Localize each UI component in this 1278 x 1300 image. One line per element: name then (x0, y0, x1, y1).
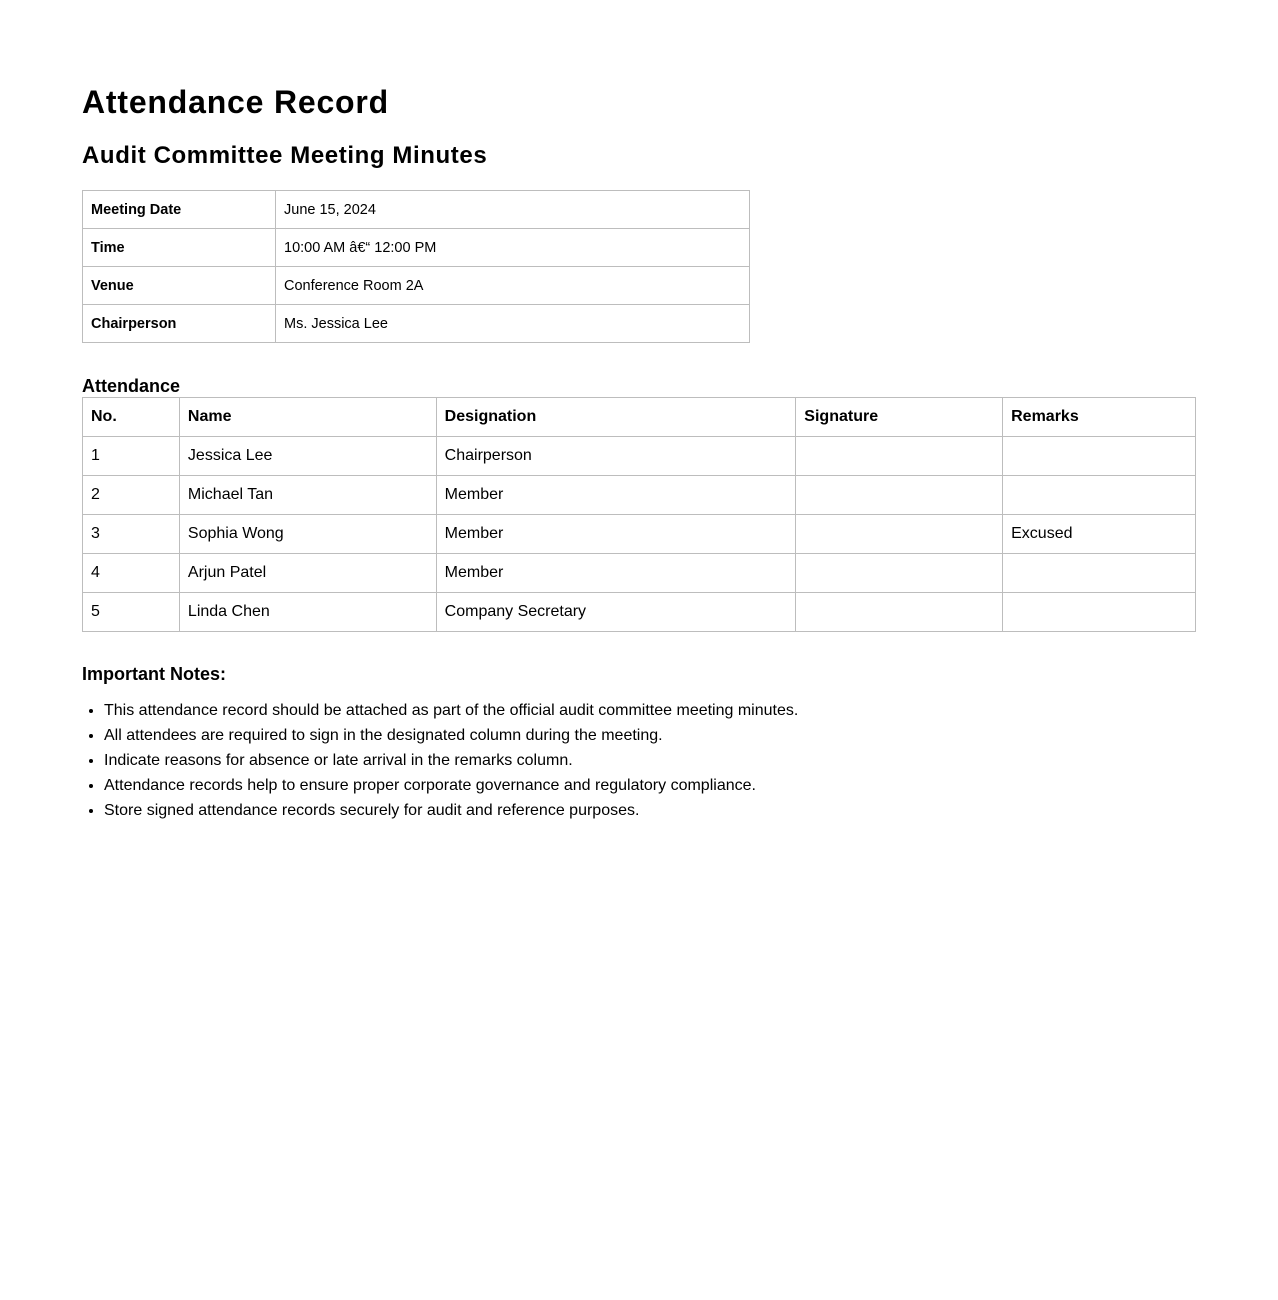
page-title: Attendance Record (82, 84, 389, 120)
cell-signature (796, 554, 1003, 593)
meeting-info-value: Conference Room 2A (276, 267, 750, 305)
cell-no: 5 (83, 593, 180, 632)
cell-remarks (1003, 554, 1196, 593)
cell-name: Sophia Wong (179, 515, 436, 554)
list-item: • This attendance record should be attached as part of the official audit committee meeting minutes. (104, 698, 798, 723)
cell-signature (796, 593, 1003, 632)
cell-designation: Member (436, 476, 796, 515)
cell-signature (796, 437, 1003, 476)
meeting-info-label: Meeting Date (83, 191, 276, 229)
cell-no: 2 (83, 476, 180, 515)
meeting-info-row-chairperson (83, 305, 750, 343)
cell-designation: Member (436, 515, 796, 554)
meeting-info-label: Time (83, 229, 276, 267)
meeting-info-label: Venue (83, 267, 276, 305)
cell-name: Jessica Lee (179, 437, 436, 476)
meeting-info-row-date (83, 191, 750, 229)
cell-signature (796, 515, 1003, 554)
column-header-signature: Signature (796, 398, 1003, 437)
attendance-header-row (83, 398, 1196, 437)
attendance-table (82, 397, 1196, 632)
cell-designation: Chairperson (436, 437, 796, 476)
notes-heading: Important Notes: (82, 664, 226, 684)
cell-name: Arjun Patel (179, 554, 436, 593)
list-item: • All attendees are required to sign in the designated column during the meeting. (104, 723, 798, 748)
cell-remarks: Excused (1003, 515, 1196, 554)
cell-no: 3 (83, 515, 180, 554)
cell-designation: Company Secretary (436, 593, 796, 632)
column-header-no: No. (83, 398, 180, 437)
cell-name: Linda Chen (179, 593, 436, 632)
cell-signature (796, 476, 1003, 515)
table-row (83, 593, 1196, 632)
meeting-info-row-time (83, 229, 750, 267)
table-row (83, 476, 1196, 515)
column-header-remarks: Remarks (1003, 398, 1196, 437)
meeting-info-value: Ms. Jessica Lee (276, 305, 750, 343)
cell-name: Michael Tan (179, 476, 436, 515)
meeting-info-value: June 15, 2024 (276, 191, 750, 229)
attendance-heading: Attendance (82, 376, 181, 396)
list-item: • Indicate reasons for absence or late arrival in the remarks column. (104, 748, 798, 773)
meeting-info-label: Chairperson (83, 305, 276, 343)
column-header-name: Name (179, 398, 436, 437)
cell-remarks (1003, 593, 1196, 632)
page-subtitle: Audit Committee Meeting Minutes (82, 142, 488, 169)
cell-no: 4 (83, 554, 180, 593)
meeting-info-row-venue (83, 267, 750, 305)
list-item: • Attendance records help to ensure proper corporate governance and regulatory compliance. (104, 773, 798, 798)
meeting-info-value: 10:00 AM â€“ 12:00 PM (276, 229, 750, 267)
table-row (83, 554, 1196, 593)
cell-remarks (1003, 437, 1196, 476)
meeting-info-table (82, 190, 750, 343)
table-row (83, 515, 1196, 554)
list-item: • Store signed attendance records securely for audit and reference purposes. (104, 798, 798, 823)
column-header-designation: Designation (436, 398, 796, 437)
notes-list (82, 698, 798, 823)
cell-no: 1 (83, 437, 180, 476)
table-row (83, 437, 1196, 476)
cell-designation: Member (436, 554, 796, 593)
cell-remarks (1003, 476, 1196, 515)
